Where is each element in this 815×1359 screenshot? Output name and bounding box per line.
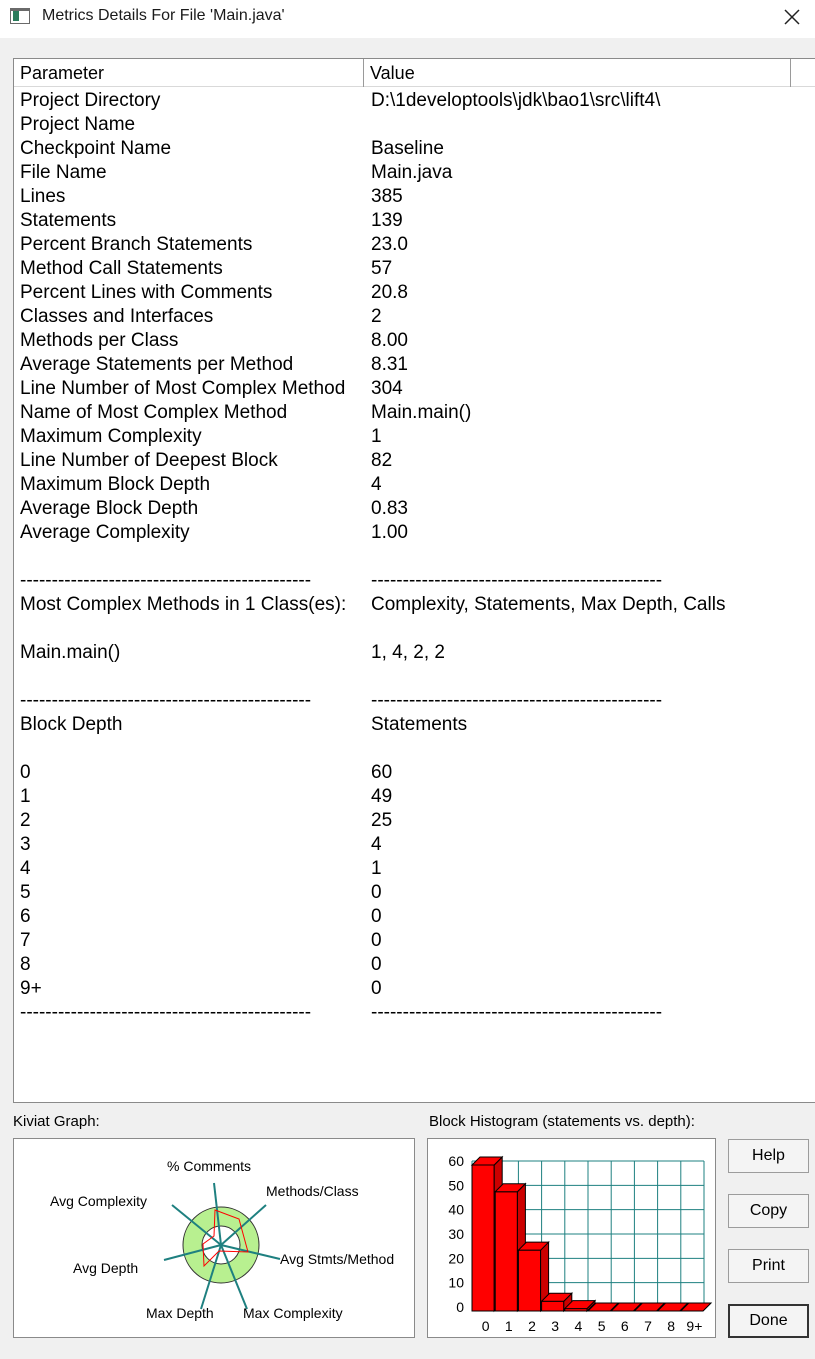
histogram-x-tick-label: 8 xyxy=(667,1318,676,1334)
table-row[interactable] xyxy=(14,737,815,761)
parameter-cell: 7 xyxy=(20,930,31,951)
kiviat-axis-label-avg-stmts: Avg Stmts/Method xyxy=(280,1251,395,1267)
done-button[interactable]: Done xyxy=(728,1304,809,1338)
value-cell: D:\1developtools\jdk\bao1\src\lift4\ xyxy=(371,90,661,111)
table-row[interactable] xyxy=(14,113,815,137)
kiviat-label: Kiviat Graph: xyxy=(13,1113,100,1130)
parameter-cell: Lines xyxy=(20,186,66,207)
histogram-x-tick-label: 7 xyxy=(644,1318,652,1334)
parameter-cell: 0 xyxy=(20,762,31,783)
help-button[interactable]: Help xyxy=(728,1139,809,1173)
histogram-x-tick-label: 0 xyxy=(481,1318,490,1334)
value-cell: 304 xyxy=(371,378,403,399)
table-row[interactable] xyxy=(14,1001,815,1025)
parameter-cell: Methods per Class xyxy=(20,330,179,351)
parameter-cell: Average Block Depth xyxy=(20,498,199,519)
value-cell: 20.8 xyxy=(371,282,408,303)
table-row[interactable] xyxy=(14,689,815,713)
table-row[interactable] xyxy=(14,833,815,857)
table-row[interactable] xyxy=(14,545,815,569)
value-cell: ---------------------------------------------- xyxy=(371,1002,663,1023)
kiviat-graph xyxy=(13,1138,415,1338)
value-cell: Complexity, Statements, Max Depth, Calls xyxy=(371,594,726,615)
parameter-cell: Most Complex Methods in 1 Class(es): xyxy=(20,594,347,615)
parameter-cell: 1 xyxy=(20,786,31,807)
table-row[interactable] xyxy=(14,137,815,161)
table-row[interactable] xyxy=(14,569,815,593)
table-row[interactable] xyxy=(14,185,815,209)
histogram-y-tick-label: 60 xyxy=(448,1153,464,1169)
parameter-cell: 3 xyxy=(20,834,31,855)
value-cell: 60 xyxy=(371,762,393,783)
parameter-cell: Name of Most Complex Method xyxy=(20,402,288,423)
value-cell: 1, 4, 2, 2 xyxy=(371,642,445,663)
print-button[interactable]: Print xyxy=(728,1249,809,1283)
value-cell: 4 xyxy=(371,474,382,495)
parameter-cell: ---------------------------------------------- xyxy=(20,690,312,711)
table-row[interactable] xyxy=(14,449,815,473)
table-row[interactable] xyxy=(14,881,815,905)
histogram-x-tick-label: 5 xyxy=(597,1318,606,1334)
histogram-y-tick-label: 50 xyxy=(448,1177,464,1194)
table-row[interactable] xyxy=(14,401,815,425)
value-cell: 139 xyxy=(371,210,403,231)
value-cell: 82 xyxy=(371,450,393,471)
parameter-cell: Maximum Complexity xyxy=(20,426,202,447)
value-cell: 49 xyxy=(371,786,393,807)
value-cell: Main.main() xyxy=(371,402,472,423)
parameter-cell: 2 xyxy=(20,810,31,831)
histogram-y-tick-label: 10 xyxy=(448,1274,464,1291)
histogram-y-tick-label: 0 xyxy=(456,1299,464,1315)
value-cell: 0.83 xyxy=(371,498,408,519)
parameter-cell: File Name xyxy=(20,162,107,183)
value-cell: 25 xyxy=(371,810,393,831)
kiviat-axis-label-methods-class: Methods/Class xyxy=(266,1183,359,1199)
parameter-cell: 4 xyxy=(20,858,31,879)
value-cell: 0 xyxy=(371,930,382,951)
histogram-x-tick-label: 1 xyxy=(504,1318,513,1334)
histogram-label: Block Histogram (statements vs. depth): xyxy=(429,1113,695,1130)
value-cell: 1 xyxy=(371,426,382,447)
table-row[interactable] xyxy=(14,977,815,1001)
kiviat-axis-label-avg-depth: Avg Depth xyxy=(73,1260,139,1276)
value-cell: 1 xyxy=(371,858,382,879)
kiviat-axis-label-avg-complexity: Avg Complexity xyxy=(50,1193,148,1209)
table-row[interactable] xyxy=(14,305,815,329)
parameter-cell: Checkpoint Name xyxy=(20,138,172,159)
value-cell: 8.00 xyxy=(371,330,408,351)
parameter-cell: ---------------------------------------------- xyxy=(20,1002,312,1023)
parameter-cell: 8 xyxy=(20,954,31,975)
value-cell: ---------------------------------------------- xyxy=(371,570,663,591)
parameter-cell: Main.main() xyxy=(20,642,121,663)
parameter-cell: Classes and Interfaces xyxy=(20,306,214,327)
table-row[interactable] xyxy=(14,233,815,257)
table-row[interactable] xyxy=(14,497,815,521)
value-cell: 0 xyxy=(371,906,382,927)
table-row[interactable] xyxy=(14,593,815,617)
column-header-parameter[interactable]: Parameter xyxy=(14,59,364,87)
parameter-cell: Average Complexity xyxy=(20,522,190,543)
histogram-x-tick-label: 6 xyxy=(620,1318,629,1334)
table-row[interactable] xyxy=(14,785,815,809)
parameter-cell: 6 xyxy=(20,906,31,927)
value-cell: 0 xyxy=(371,978,382,999)
table-row[interactable] xyxy=(14,713,815,737)
table-row[interactable] xyxy=(14,377,815,401)
parameter-cell: Line Number of Deepest Block xyxy=(20,450,278,471)
parameter-cell: Statements xyxy=(20,210,117,231)
parameter-cell: Block Depth xyxy=(20,714,123,735)
copy-button[interactable]: Copy xyxy=(728,1194,809,1228)
table-row[interactable] xyxy=(14,209,815,233)
table-row[interactable] xyxy=(14,353,815,377)
parameter-cell: 5 xyxy=(20,882,31,903)
list-header xyxy=(14,59,815,87)
value-cell: ---------------------------------------------- xyxy=(371,690,663,711)
kiviat-axis-label-max-depth: Max Depth xyxy=(146,1305,214,1321)
table-row[interactable] xyxy=(14,281,815,305)
metrics-rows xyxy=(14,89,815,1025)
histogram-y-tick-label: 40 xyxy=(448,1201,464,1218)
window-title: Metrics Details For File 'Main.java' xyxy=(42,7,285,24)
block-histogram xyxy=(427,1138,716,1338)
table-row[interactable] xyxy=(14,641,815,665)
table-row[interactable] xyxy=(14,809,815,833)
table-row[interactable] xyxy=(14,905,815,929)
table-row[interactable] xyxy=(14,929,815,953)
value-cell: 0 xyxy=(371,882,382,903)
value-cell: 0 xyxy=(371,954,382,975)
table-row[interactable] xyxy=(14,857,815,881)
histogram-y-tick-label: 30 xyxy=(448,1226,464,1242)
table-row[interactable] xyxy=(14,89,815,113)
table-row[interactable] xyxy=(14,329,815,353)
histogram-x-tick-label: 3 xyxy=(551,1318,560,1334)
table-row[interactable] xyxy=(14,161,815,185)
value-cell: Statements xyxy=(371,714,468,735)
parameter-cell: Method Call Statements xyxy=(20,258,223,279)
parameter-cell: ---------------------------------------------- xyxy=(20,570,312,591)
title-bar xyxy=(0,0,815,38)
column-header-spacer xyxy=(791,59,815,87)
close-icon[interactable] xyxy=(769,0,815,34)
value-cell: Baseline xyxy=(371,138,444,159)
parameter-cell: Maximum Block Depth xyxy=(20,474,211,495)
kiviat-axis-label-comments: % Comments xyxy=(167,1158,252,1174)
parameter-cell: Project Name xyxy=(20,114,136,135)
parameter-cell: 9+ xyxy=(20,978,42,999)
column-header-value[interactable]: Value xyxy=(364,59,791,87)
parameter-cell: Project Directory xyxy=(20,90,161,111)
histogram-svg xyxy=(428,1139,715,1337)
table-row[interactable] xyxy=(14,521,815,545)
parameter-cell: Percent Lines with Comments xyxy=(20,282,273,303)
histogram-x-tick-label: 2 xyxy=(528,1318,536,1334)
parameter-cell: Percent Branch Statements xyxy=(20,234,253,255)
value-cell: 8.31 xyxy=(371,354,408,375)
app-icon xyxy=(10,8,30,24)
parameter-cell: Line Number of Most Complex Method xyxy=(20,378,346,399)
table-row[interactable] xyxy=(14,953,815,977)
value-cell: 2 xyxy=(371,306,382,327)
value-cell: 23.0 xyxy=(371,234,408,255)
metrics-list[interactable] xyxy=(13,58,815,1103)
histogram-y-tick-label: 20 xyxy=(448,1250,464,1267)
table-row[interactable] xyxy=(14,257,815,281)
table-row[interactable] xyxy=(14,425,815,449)
table-row[interactable] xyxy=(14,665,815,689)
kiviat-svg xyxy=(14,1139,414,1337)
table-row[interactable] xyxy=(14,473,815,497)
histogram-x-tick-label: 9+ xyxy=(686,1318,703,1334)
parameter-cell: Average Statements per Method xyxy=(20,354,294,375)
value-cell: Main.java xyxy=(371,162,453,183)
value-cell: 57 xyxy=(371,258,393,279)
kiviat-axis-label-max-complexity: Max Complexity xyxy=(243,1305,343,1321)
value-cell: 1.00 xyxy=(371,522,408,543)
table-row[interactable] xyxy=(14,761,815,785)
value-cell: 385 xyxy=(371,186,403,207)
histogram-x-tick-label: 4 xyxy=(574,1318,583,1334)
table-row[interactable] xyxy=(14,617,815,641)
value-cell: 4 xyxy=(371,834,382,855)
